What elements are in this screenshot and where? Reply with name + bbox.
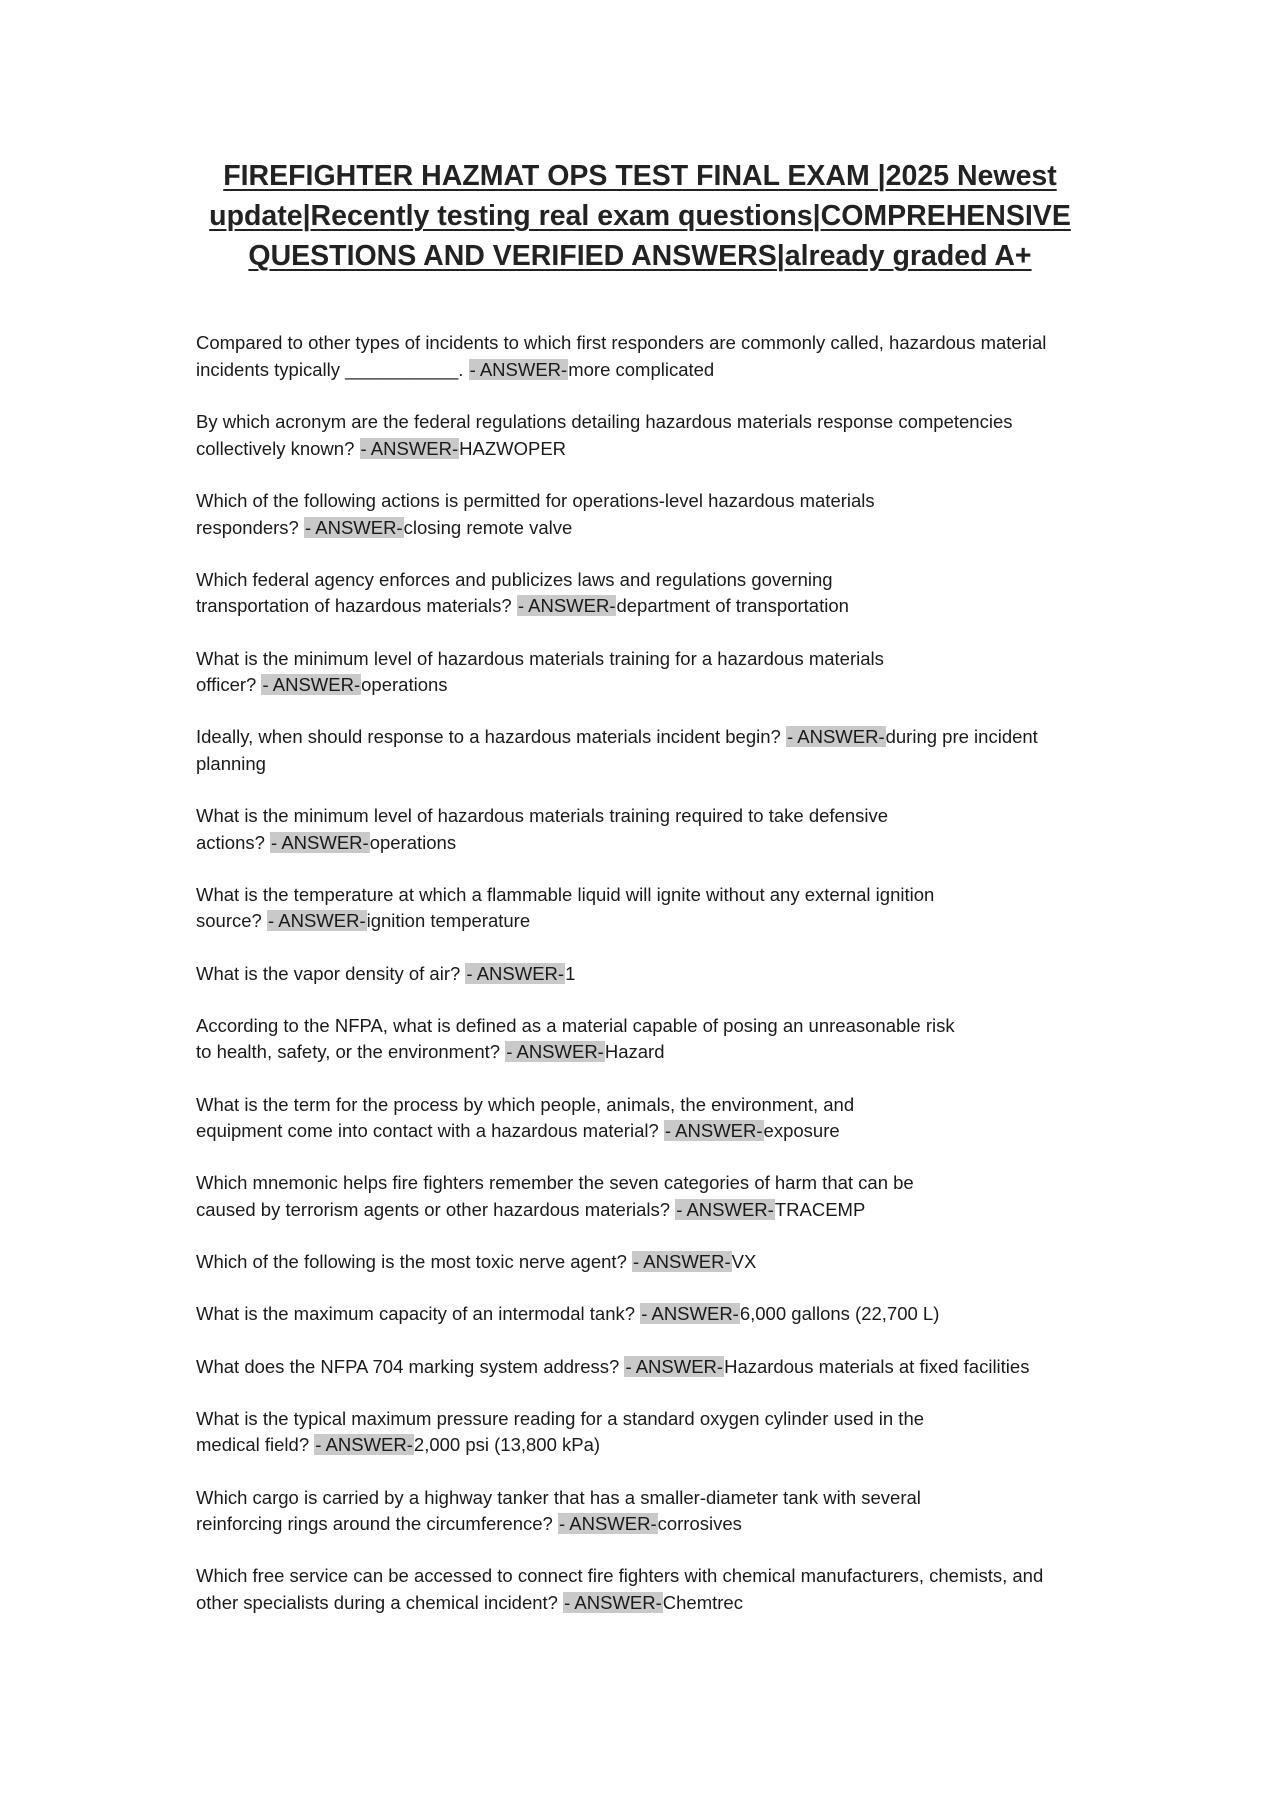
answer-tag: - ANSWER- (267, 910, 366, 932)
qa-item (196, 1354, 1096, 1381)
question-text: What is the vapor density of air? (196, 962, 461, 984)
question-text: Ideally, when should response to a hazardous materials incident begin? (196, 726, 781, 748)
answer-text: HAZWOPER (459, 437, 567, 459)
answer-tag: - ANSWER- (506, 1041, 604, 1063)
answer-tag: - ANSWER- (664, 1120, 763, 1142)
answer-tag: - ANSWER- (786, 726, 885, 748)
answer-text: more complicated (568, 358, 715, 380)
answer-tag: - ANSWER- (466, 962, 565, 984)
answer-text: Hazard (604, 1041, 665, 1063)
qa-item (196, 1406, 956, 1459)
qa-item (196, 882, 941, 935)
qa-item (196, 1170, 976, 1223)
answer-tag: - ANSWER- (564, 1591, 662, 1613)
answer-text: TRACEMP (774, 1199, 866, 1220)
qa-item (196, 1013, 966, 1066)
question-text: What does the NFPA 704 marking system address? (196, 1355, 620, 1377)
answer-text: corrosives (657, 1513, 742, 1535)
answer-text: operations (361, 674, 448, 696)
qa-item (196, 567, 896, 620)
qa-item (196, 488, 936, 541)
question-text: Which federal agency enforces and publicizes laws and regulations governing transportation of hazardous materials? (196, 568, 833, 617)
qa-list (196, 330, 1096, 1642)
question-text: According to the NFPA, what is defined as a material capable of posing an unreasonable risk to health, safety, or the environment? (196, 1014, 955, 1063)
answer-text: ignition temperature (366, 910, 531, 932)
answer-tag: - ANSWER- (633, 1251, 731, 1273)
answer-text: Chemtrec (662, 1591, 743, 1613)
qa-item (196, 1249, 1096, 1276)
qa-item (196, 1092, 926, 1145)
qa-item (196, 724, 1096, 777)
answer-tag: - ANSWER- (625, 1355, 724, 1377)
document-title: FIREFIGHTER HAZMAT OPS TEST FINAL EXAM |2025 Newest update|Recently testing real exam questions|COMPREHENSIVE QUESTIONS AND VERIFIED ANSWERS|already graded A+ (209, 160, 1071, 272)
answer-tag: - ANSWER- (676, 1199, 774, 1220)
question-text: What is the minimum level of hazardous materials training for a hazardous materials officer? (196, 647, 884, 696)
answer-text: department of transportation (616, 595, 849, 617)
question-text: By which acronym are the federal regulations detailing hazardous materials response competencies collectively known? (196, 411, 1013, 459)
question-text: What is the temperature at which a flammable liquid will ignite without any external ignition source? (196, 883, 935, 932)
qa-item (196, 1563, 1076, 1616)
qa-item (196, 330, 1096, 383)
answer-tag: - ANSWER- (271, 831, 369, 853)
qa-item (196, 409, 1096, 462)
question-text: Which of the following is the most toxic nerve agent? (196, 1251, 627, 1273)
question-text: Which of the following actions is permitted for operations-level hazardous materials responders? (196, 489, 875, 538)
qa-item (196, 1301, 1096, 1328)
question-text: What is the term for the process by which people, animals, the environment, and equipment come into contact with a hazardous material? (196, 1093, 855, 1142)
question-text: What is the minimum level of hazardous materials training required to take defensive actions? (196, 805, 889, 853)
question-text: What is the maximum capacity of an intermodal tank? (196, 1303, 636, 1325)
answer-text: 2,000 psi (13,800 kPa) (413, 1434, 601, 1456)
qa-item (196, 646, 941, 699)
qa-item (196, 1485, 926, 1538)
question-text: Which cargo is carried by a highway tanker that has a smaller-diameter tank with several reinforcing rings around the circumference? (196, 1486, 921, 1535)
answer-tag: - ANSWER- (315, 1434, 413, 1456)
question-text: Which free service can be accessed to connect fire fighters with chemical manufacturers, chemists, and other specialists during a chemical incident? (196, 1565, 1044, 1613)
answer-text: 6,000 gallons (22,700 L) (739, 1303, 940, 1325)
qa-item (196, 803, 946, 856)
qa-item (196, 961, 1096, 988)
answer-tag: - ANSWER- (641, 1303, 739, 1325)
answer-tag: - ANSWER- (469, 358, 568, 380)
answer-text: closing remote valve (403, 516, 573, 538)
answer-text: 1 (565, 962, 576, 984)
answer-text: operations (369, 831, 457, 853)
answer-tag: - ANSWER- (262, 674, 361, 696)
question-text: What is the typical maximum pressure reading for a standard oxygen cylinder used in the medical field? (196, 1407, 925, 1456)
answer-text: during pre incident planning (196, 726, 1038, 774)
answer-tag: - ANSWER- (360, 437, 459, 459)
answer-text: VX (731, 1251, 757, 1273)
answer-tag: - ANSWER- (304, 516, 403, 538)
answer-text: exposure (763, 1120, 840, 1142)
answer-tag: - ANSWER- (517, 595, 616, 617)
answer-text: Hazardous materials at fixed facilities (724, 1355, 1030, 1377)
answer-tag: - ANSWER- (558, 1513, 657, 1535)
question-text: Which mnemonic helps fire fighters remember the seven categories of harm that can be caused by terrorism agents or other hazardous materials? (196, 1172, 914, 1220)
question-text: Compared to other types of incidents to which first responders are commonly called, hazardous material incidents typically ___________. (196, 332, 1047, 380)
